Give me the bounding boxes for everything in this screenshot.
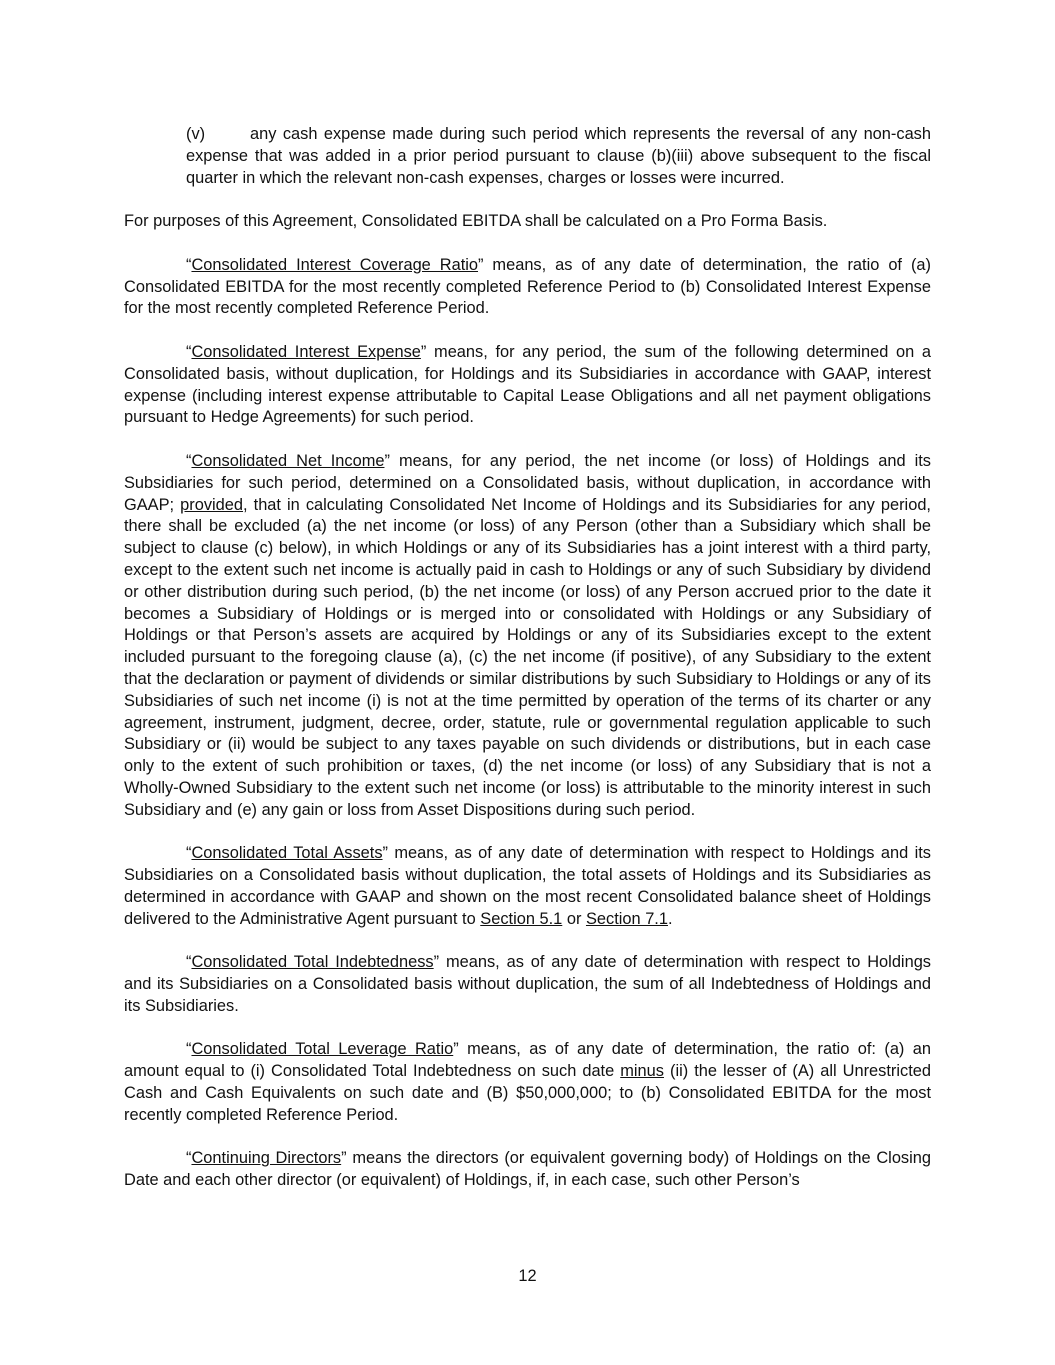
open-quote: “ [186,451,192,470]
provided-term: provided [180,495,244,514]
conjunction: or [562,909,586,928]
definition-text: ” means, as of any date of determination, the ratio of (a) Consolidated EBITDA for the most recently completed Reference Period to (b) Consolidated Interest Expense for the most recently completed Reference Period. [124,255,931,318]
section-reference: Section 7.1 [585,909,668,928]
open-quote: “ [186,953,192,972]
definition-text: ” means, for any period, the net income (or loss) of Holdings and its Subsidiaries for such period, determined on a Consolidated basis, without duplication, in accordance with GAAP; [124,451,931,514]
open-quote: “ [186,342,192,361]
definition-text-continued: (ii) the lesser of (A) all Unrestricted Cash and Cash Equivalents on such date and (B) $50,000,000; to (b) Consolidated EBITDA for the most recently completed Reference Period. [124,1062,931,1124]
page-number: 12 [518,1267,537,1285]
open-quote: “ [186,255,192,274]
defined-term: Consolidated Interest Coverage Ratio [191,255,479,274]
open-quote: “ [186,844,192,863]
definition-text-continued: , that in calculating Consolidated Net Income of Holdings and its Subsidiaries for any period, there shall be excluded (a) the net income (or loss) of any Person (other than a Subsidiary which shall be subject to clause (c) below), in which Holdings or any of its Subsidiaries has a joint interest with a third party, except to the extent such net income is actually paid in cash to Holdings or any of such Subsidiary by dividend or other distribution during such period, (b) the net income (or loss) of any Person accrued prior to the date it becomes a Subsidiary of Holdings or is merged into or consolidated with Holdings or any Subsidiary of Holdings or that Person’s assets are acquired by Holdings or any of its Subsidiaries except to the extent included pursuant to the foregoing clause (a), (c) the net income (if positive), of any Subsidiary to the extent that the declaration or payment of dividends or similar distributions by such Subsidiary to Holdings or any of its Subsidiaries of such net income (i) is not at the time permitted by operation of the terms of its charter or any agreement, instrument, judgment, decree, order, statute, rule or governmental regulation applicable to such Subsidiary or (ii) would be subject to any taxes payable on such dividends or distributions, but in each case only to the extent of such prohibition or taxes, (d) the net income (or loss) of any Subsidiary that is not a Wholly-Owned Subsidiary to the extent such net income (or loss) is attributable to the minority interest in such Subsidiary and (e) any gain or loss from Asset Dispositions during such period. [124,495,931,819]
defined-term: Continuing Directors [191,1149,342,1168]
page-body [124,124,931,1192]
definition-total-indebtedness [124,952,931,1017]
definition-total-leverage-ratio [124,1039,931,1126]
clause-number: (v) [186,125,206,143]
section-reference: Section 5.1 [480,909,563,928]
period: . [667,909,673,928]
definition-total-assets [124,843,931,930]
definition-interest-coverage-ratio [124,255,931,320]
definition-text: ” means, as of any date of determination with respect to Holdings and its Subsidiaries on a Consolidated basis without duplication, the sum of all Indebtedness of Holdings and its Subsidiaries. [124,953,932,1015]
definition-text: ” means, as of any date of determination, the ratio of: (a) an amount equal to (i) Consolidated Total Indebtedness on such date [124,1040,932,1081]
defined-term: Consolidated Net Income [191,451,385,470]
defined-term: Consolidated Total Indebtedness [191,953,434,972]
clause-text: any cash expense made during such period which represents the reversal of any non-cash expense that was added in a prior period pursuant to clause (b)(iii) above subsequent to the fiscal quarter in which the relevant non-cash expenses, charges or losses were incurred. [186,125,931,187]
definition-interest-expense [124,342,931,429]
definition-text: ” means the directors (or equivalent governing body) of Holdings on the Closing Date and each other director (or equivalent) of Holdings, if, in each case, such other Person’s [124,1149,931,1190]
defined-term: Consolidated Total Leverage Ratio [191,1040,454,1059]
definition-text: ” means, as of any date of determination with respect to Holdings and its Subsidiaries on a Consolidated basis without duplication, the total assets of Holdings and its Subsidiaries as determined in accordance with GAAP and shown on the most recent Consolidated balance sheet of Holdings delivered to the Administrative Agent pursuant to [124,844,931,928]
clause-v [186,124,931,189]
definition-net-income [124,451,931,822]
open-quote: “ [186,1040,192,1059]
defined-term: Consolidated Total Assets [191,844,383,863]
definition-continuing-directors [124,1148,931,1192]
definition-text: ” means, for any period, the sum of the following determined on a Consolidated basis, without duplication, for Holdings and its Subsidiaries in accordance with GAAP, interest expense (including interest expense attributable to Capital Lease Obligations and all net payment obligations pursuant to Hedge Agreements) for such period. [124,342,931,427]
defined-term: Consolidated Interest Expense [191,342,421,361]
minus-term: minus [620,1062,664,1081]
open-quote: “ [186,1149,192,1168]
pro-forma-paragraph: For purposes of this Agreement, Consolidated EBITDA shall be calculated on a Pro Forma Basis. [124,212,828,231]
